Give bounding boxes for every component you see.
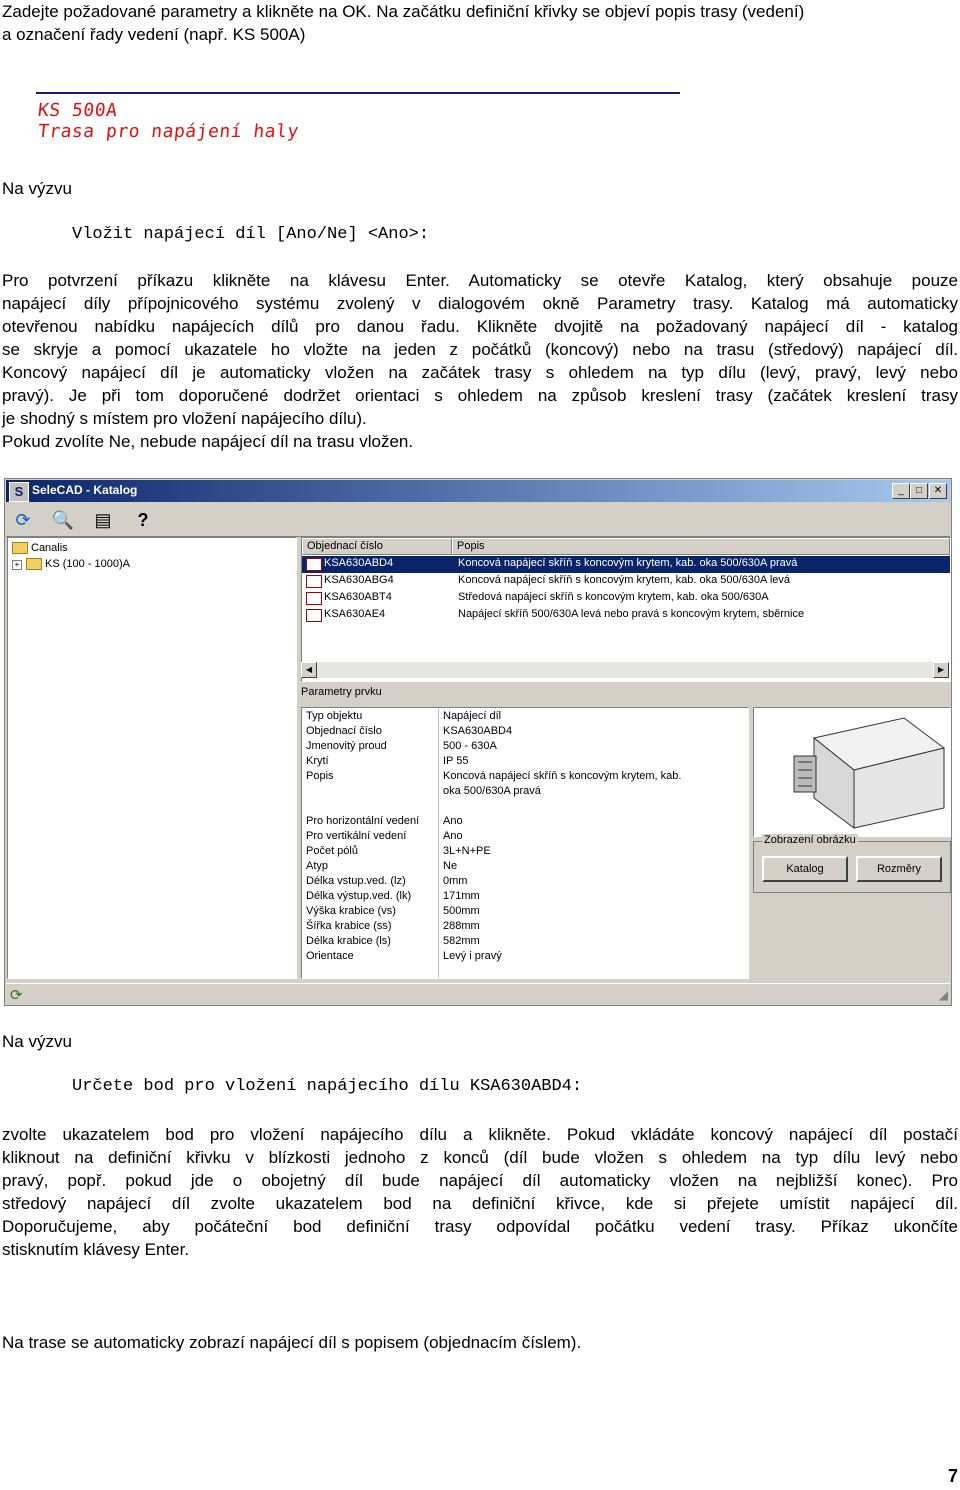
paragraph-line: pravý, popř. pokud jde o obojetný díl bude napájecí díl automaticky vložen na nejbližší konec). Pro (2, 1171, 958, 1190)
tree-node-root[interactable] (12, 542, 68, 554)
intro-paragraph (2, 0, 958, 46)
param-key: Délka výstup.ved. (lk) (306, 890, 412, 902)
body-paragraph (2, 1123, 958, 1261)
catalog-tree (7, 537, 297, 979)
page-number: 7 (947, 1466, 958, 1486)
refresh-status-icon[interactable]: ⟳ (10, 987, 23, 1004)
product-preview (753, 707, 951, 837)
close-icon[interactable]: ✕ (929, 483, 947, 499)
param-value: 3L+N+PE (443, 845, 491, 857)
param-key: Typ objektu (306, 710, 363, 722)
param-value: 0mm (443, 875, 468, 887)
param-value: 171mm (443, 890, 480, 902)
param-key: Jmenovitý proud (306, 740, 387, 752)
param-key: Objednací číslo (306, 725, 382, 737)
param-key: Výška krabice (vs) (306, 905, 396, 917)
part-icon (306, 558, 322, 571)
maximize-icon[interactable]: □ (910, 483, 928, 499)
param-key: Délka krabice (ls) (306, 935, 391, 947)
list-row[interactable] (302, 607, 950, 624)
route-line (36, 92, 680, 94)
resize-grip-icon[interactable]: ◢ (938, 988, 948, 1002)
tree-node-series[interactable] (12, 558, 130, 570)
dimensions-button[interactable]: Rozměry (856, 856, 942, 882)
preview-document-icon[interactable]: 🔍 (51, 510, 75, 530)
window-title: SeleCAD - Katalog (32, 483, 138, 497)
paragraph-line: je shodný s místem pro vložení napájecího dílu). (2, 409, 367, 428)
param-key: Popis (306, 770, 334, 782)
parameters-table (301, 707, 749, 979)
param-value: Koncová napájecí skříň s koncovým krytem, kab. (443, 770, 682, 782)
tree-node-label: Canalis (31, 542, 68, 554)
paragraph-line: středový napájecí díl zvolte ukazatelem bod na definiční křivce, kde si přejete umístit napájecí díl. (2, 1194, 958, 1213)
param-value: Ano (443, 830, 463, 842)
list-row[interactable] (302, 590, 950, 607)
list-row[interactable] (302, 556, 950, 573)
row-code: KSA630AE4 (324, 608, 386, 620)
paragraph-line: Koncový napájecí díl je automaticky vložen na začátek trasy s ohledem na typ dílu (levý, pravý, levý nebo (2, 363, 958, 382)
toolbar (6, 504, 950, 537)
param-key: Pro horizontální vedení (306, 815, 420, 827)
param-key: Atyp (306, 860, 329, 872)
part-icon (306, 609, 322, 622)
intro-line: a označení řady vedení (např. KS 500A) (2, 25, 306, 44)
row-code: KSA630ABD4 (324, 557, 394, 569)
app-icon: S (9, 482, 29, 502)
scroll-left-icon[interactable]: ◀ (301, 662, 317, 678)
part-icon (306, 575, 322, 588)
catalog-button[interactable]: Katalog (762, 856, 848, 882)
paragraph-line: Doporučujeme, aby počáteční bod definiční trasy odpovídal počátku vedení trasy. Příkaz ukončíte (2, 1217, 958, 1236)
refresh-icon[interactable]: ⟳ (15, 510, 31, 530)
row-code: KSA630ABT4 (324, 591, 392, 603)
command-prompt: Vložit napájecí díl [Ano/Ne] <Ano>: (72, 225, 430, 244)
list-row[interactable] (302, 573, 950, 590)
paragraph-line: stisknutím klávesy Enter. (2, 1240, 190, 1259)
body-paragraph (2, 269, 958, 453)
row-description: Napájecí skříň 500/630A levá nebo pravá s koncovým krytem, sběrnice (458, 608, 805, 620)
paragraph-line: otevřenou nabídku napájecích dílů pro danou řadu. Klikněte dvojitě na požadovaný napájecí díl - katalog (2, 317, 958, 336)
paragraph-line: zvolte ukazatelem bod pro vložení napájecího dílu a klikněte. Pokud vkládáte koncový napájecí díl postačí (2, 1125, 958, 1144)
paragraph-line: napájecí díly přípojnicového systému zvolený v dialogovém okně Parametry trasy. Katalog má automaticky (2, 294, 958, 313)
part-icon (306, 592, 322, 605)
row-description: Koncová napájecí skříň s koncovým krytem, kab. oka 500/630A levá (458, 574, 791, 586)
tree-node-label: KS (100 - 1000)A (45, 558, 130, 570)
junction-box-image (754, 708, 950, 836)
paragraph-line: Pokud zvolíte Ne, nebude napájecí díl na trasu vložen. (2, 432, 414, 451)
cad-route-description: Trasa pro napájení haly (36, 121, 300, 142)
cad-label-image (36, 88, 680, 150)
row-description: Koncová napájecí skříň s koncovým krytem, kab. oka 500/630A pravá (458, 557, 798, 569)
paragraph-line: pravý). Je při tom doporučené dodržet orientaci s ohledem na způsob kreslení trasy (začátek kreslení trasy (2, 386, 958, 405)
folder-icon (26, 558, 42, 570)
prompt-heading (2, 1030, 958, 1053)
paragraph-line: kliknout na definiční křivku v blízkosti jednoho z konců (díl bude vložen s ohledem na typ dílu levý nebo (2, 1148, 958, 1167)
param-value: 582mm (443, 935, 480, 947)
param-value: Levý i pravý (443, 950, 502, 962)
status-bar (6, 983, 950, 1005)
param-key: Délka vstup.ved. (lz) (306, 875, 406, 887)
params-label: Parametry prvku (301, 686, 382, 698)
folder-icon (12, 542, 28, 554)
param-key: Krytí (306, 755, 329, 767)
image-display-group (753, 834, 951, 893)
param-value: Ano (443, 815, 463, 827)
prompt-heading-text: Na výzvu (2, 179, 72, 198)
title-bar[interactable] (6, 480, 950, 502)
parts-list (301, 537, 951, 682)
group-title: Zobrazení obrázku (764, 834, 856, 846)
help-icon[interactable]: ? (137, 510, 149, 530)
column-header-description[interactable]: Popis (452, 538, 950, 555)
param-value: oka 500/630A pravá (443, 785, 541, 797)
document-icon[interactable]: ▤ (94, 510, 112, 530)
cad-series-label: KS 500A (36, 100, 119, 121)
param-value: Napájecí díl (443, 710, 502, 722)
param-key: Počet pólů (306, 845, 358, 857)
param-value: 288mm (443, 920, 480, 932)
row-code: KSA630ABG4 (324, 574, 394, 586)
param-value: IP 55 (443, 755, 469, 767)
expand-icon[interactable]: + (12, 560, 22, 570)
scroll-right-icon[interactable]: ▶ (933, 662, 949, 678)
paragraph-line: Pro potvrzení příkazu klikněte na klávesu Enter. Automaticky se otevře Katalog, který obsahuje pouze (2, 271, 958, 290)
row-description: Středová napájecí skříň s koncovým krytem, kab. oka 500/630A (458, 591, 769, 603)
param-value: Ne (443, 860, 458, 872)
param-key: Pro vertikální vedení (306, 830, 407, 842)
final-paragraph (2, 1331, 958, 1354)
command-prompt: Určete bod pro vložení napájecího dílu KSA630ABD4: (72, 1077, 583, 1096)
horizontal-scrollbar[interactable] (301, 662, 949, 678)
param-value: 500 - 630A (443, 740, 497, 752)
minimize-icon[interactable]: _ (892, 483, 910, 499)
prompt-heading-text: Na výzvu (2, 1032, 72, 1051)
paragraph-line: se skryje a pomocí ukazatele ho vložte na jeden z počátků (koncový) nebo na trasu (středový) napájecí díl. (2, 340, 958, 359)
param-value: KSA630ABD4 (443, 725, 513, 737)
param-value: 500mm (443, 905, 480, 917)
paragraph-line: Na trase se automaticky zobrazí napájecí díl s popisem (objednacím číslem). (2, 1333, 582, 1352)
param-key: Šířka krabice (ss) (306, 920, 392, 932)
column-divider (438, 708, 439, 978)
intro-line: Zadejte požadované parametry a klikněte na OK. Na začátku definiční křivky se objeví popis trasy (vedení) (2, 2, 805, 21)
param-key: Orientace (306, 950, 354, 962)
column-header-code[interactable]: Objednací číslo (302, 538, 452, 555)
prompt-heading (2, 177, 958, 200)
catalog-window (4, 478, 952, 1006)
